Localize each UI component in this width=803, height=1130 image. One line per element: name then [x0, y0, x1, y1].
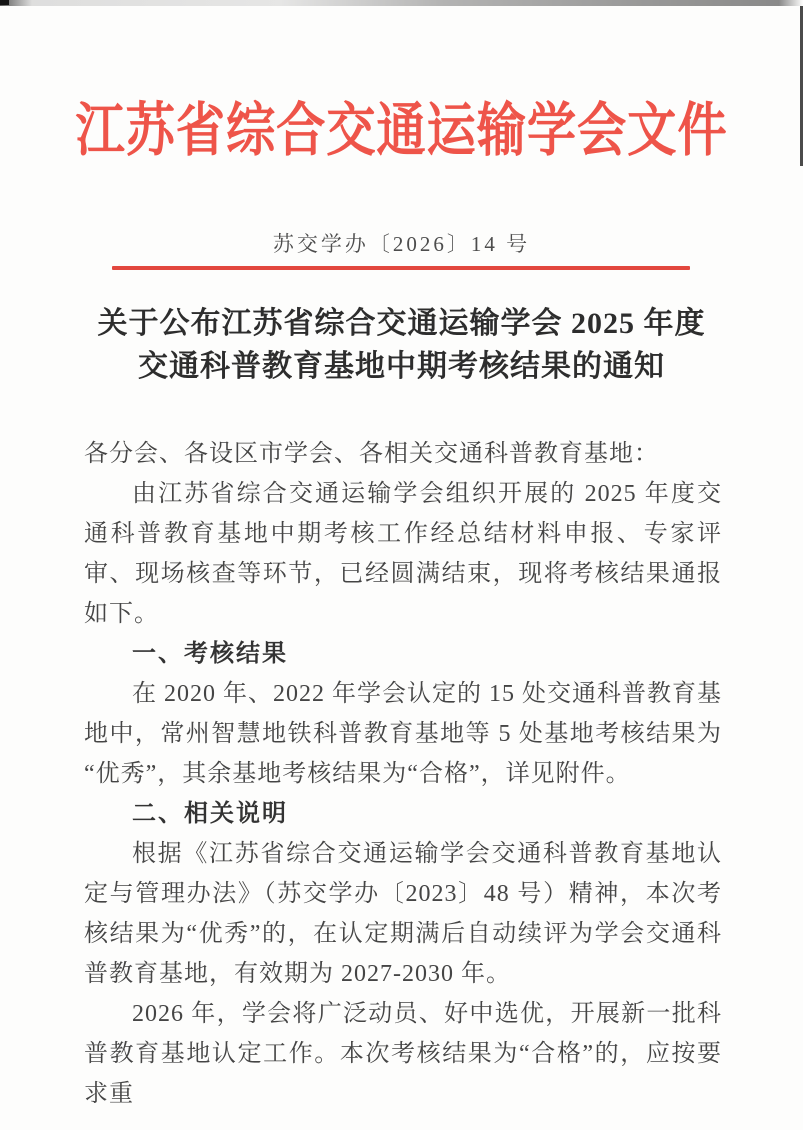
red-separator-line — [112, 266, 690, 270]
scan-artifact-top-left-corner — [0, 0, 9, 5]
section-heading-notes: 二、相关说明 — [132, 800, 288, 827]
notes-paragraph: 根据《江苏省综合交通运输学会交通科普教育基地认定与管理办法》（苏交学办〔2023〕48 号）精神，本次考核结果为“优秀”的，在认定期满后自动续评为学会交通科普教育基地，有效期为 2027-2030 年。 — [84, 841, 722, 987]
letterhead-org-title: 江苏省综合交通运输学会文件 — [75, 98, 728, 163]
scan-artifact-top-edge — [0, 0, 803, 6]
results-paragraph: 在 2020 年、2022 年学会认定的 15 处交通科普教育基地中，常州智慧地铁科普教育基地等 5 处基地考核结果为“优秀”，其余基地考核结果为“合格”，详见附件。 — [84, 681, 722, 787]
document-body — [84, 434, 722, 1114]
intro-paragraph: 由江苏省综合交通运输学会组织开展的 2025 年度交通科普教育基地中期考核工作经总结材料申报、专家评审、现场核查等环节，已经圆满结束，现将考核结果通报如下。 — [84, 481, 722, 627]
salutation-line: 各分会、各设区市学会、各相关交通科普教育基地： — [84, 441, 659, 467]
section-heading-results: 一、考核结果 — [132, 640, 288, 667]
document-title — [60, 302, 743, 388]
plan-paragraph: 2026 年，学会将广泛动员、好中选优，开展新一批科普教育基地认定工作。本次考核结果为“合格”的，应按要求重 — [84, 1001, 722, 1107]
document-title-line2: 交通科普教育基地中期考核结果的通知 — [138, 350, 665, 383]
document-number: 苏交学办〔2026〕14 号 — [272, 232, 531, 256]
document-title-line1: 关于公布江苏省综合交通运输学会 2025 年度 — [97, 307, 706, 340]
